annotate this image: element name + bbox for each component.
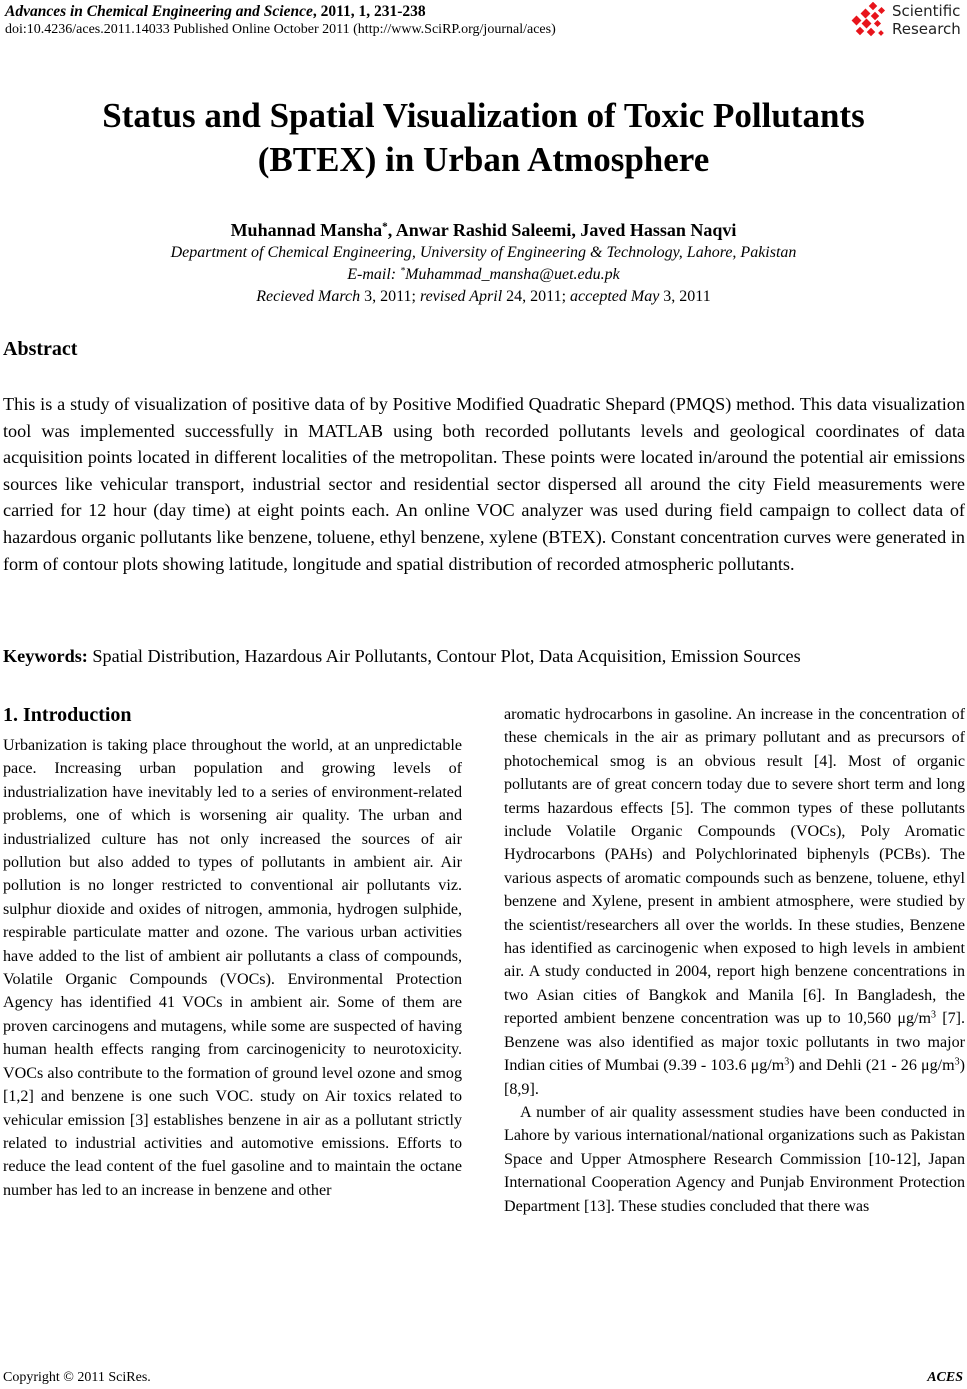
paper-title-line-2: (BTEX) in Urban Atmosphere — [257, 140, 710, 179]
corresponding-author-mark: * — [382, 220, 388, 233]
abstract-heading: Abstract — [3, 338, 78, 360]
email-line — [0, 265, 967, 285]
affiliation: Department of Chemical Engineering, University of Engineering & Technology, Lahore, Pakistan — [170, 244, 797, 261]
text-run: ) [8,9]. — [504, 1057, 965, 1098]
keywords-list: Spatial Distribution, Hazardous Air Pollutants, Contour Plot, Data Acquisition, Emission Sources — [87, 646, 801, 666]
logo-text — [892, 2, 961, 38]
submission-dates — [0, 287, 967, 307]
logo-line-research: Research — [892, 20, 961, 38]
email-label: E-mail: — [347, 266, 401, 283]
journal-name: Advances in Chemical Engineering and Science — [5, 3, 313, 20]
text-run: [7]. Benzene was also identified as major toxic pollutants in two major Indian cities of Mumbai (9.39 - 103.6 μg/m — [504, 1010, 965, 1075]
accepted-label: accepted May — [570, 288, 660, 305]
publisher-logo — [848, 2, 966, 40]
footer-copyright: Copyright © 2011 SciRes. — [3, 1370, 151, 1385]
received-date: 3, 2011; — [360, 288, 420, 305]
intro-paragraph-2: A number of air quality assessment studies have been conducted in Lahore by various international/national organizations such as Pakistan Space and Upper Atmosphere Research Commission [10-12], Japan International Cooperation Agency and Punjab Environment Protection Department [13]. These studies concluded that there was — [504, 1103, 965, 1215]
journal-citation — [5, 2, 426, 21]
body-column-right — [504, 703, 965, 1218]
keywords — [3, 644, 965, 668]
author-1: Muhannad Mansha — [230, 220, 383, 240]
logo-line-scientific: Scientific — [892, 2, 961, 20]
scientific-research-logo-icon — [848, 2, 890, 40]
abstract-text: This is a study of visualization of positive data of by Positive Modified Quadratic Shepard (PMQS) method. This data visualization tool was implemented successfully in MATLAB using both recorded pollutants levels and geological coordinates of data acquisition points located in different localities of the metropolitan. These points were located in/around the potential air emissions sources like vehicular transport, industrial sector and residential sector dispersed all around the city Field measurements were carried for 12 hour (day time) at eight points each. An online VOC analyzer was used during field campaign to collect data of hazardous organic pollutants like benzene, toluene, ethyl benzene, xylene (BTEX). Constant concentration curves were generated in form of contour plots showing latitude, longitude and spatial distribution of recorded atmospheric pollutants. — [3, 394, 965, 574]
superscript: 3 — [784, 1056, 790, 1068]
revised-date: 24, 2011; — [502, 288, 571, 305]
text-run: ) and Dehli (21 - 26 μg/m — [789, 1057, 955, 1075]
paper-title-line-1: Status and Spatial Visualization of Toxic Pollutants — [102, 96, 865, 135]
intro-paragraph-1-cont — [504, 703, 965, 1101]
body-column-left — [3, 734, 462, 1202]
received-label: Recieved March — [256, 288, 361, 305]
doi-line: doi:10.4236/aces.2011.14033 Published Online October 2011 (http://www.SciRP.org/journal/aces) — [5, 22, 556, 37]
email-mark: * — [400, 265, 406, 277]
revised-label: revised April — [419, 288, 503, 305]
co-authors: , Anwar Rashid Saleemi, Javed Hassan Naqvi — [387, 220, 737, 240]
accepted-date: 3, 2011 — [659, 288, 711, 305]
keywords-label: Keywords: — [3, 646, 88, 666]
journal-volume: , 2011, 1, 231-238 — [312, 3, 426, 20]
footer-journal-abbrev: ACES — [927, 1370, 963, 1385]
section-heading-introduction: 1. Introduction — [3, 704, 132, 726]
author-list — [0, 219, 967, 241]
text-run: aromatic hydrocarbons in gasoline. An increase in the concentration of these chemicals in the air as primary pollutant and as precursors of photochemical smog is an obvious result [4]. Most of organic pollutants are of great concern today due to severe short term and long terms hazardous effects [5]. The common types of these pollutants include Volatile Organic Compounds (VOCs), Poly Aromatic Hydrocarbons (PAHs) and Polychlorinated biphenyls (PCBs). The various aspects of aromatic compounds such as benzene, toluene, ethyl benzene and Xylene, present in ambient atmosphere, were studied by the scientist/researchers all over the worlds. In these studies, Benzene has identified as carcinogenic when exposed to high levels in ambient air. A study conducted in 2004, report high benzene concentrations in two Asian cities of Bangkok and Manila [6]. In Bangladesh, the reported ambient benzene concentration was up to 10,560 μg/m — [504, 706, 965, 1028]
intro-paragraph-1: Urbanization is taking place throughout the world, at an unpredictable pace. Increasing urban population and growing levels of industrialization have inevitably led to a series of environment-related problems, one of which is worsening air quality. The urban and industrialized culture has not only increased the sources of air pollution but also added to types of pollutants in ambient air. Air pollution is no longer restricted to conventional air pollutants viz. sulphur dioxide and oxides of nitrogen, ammonia, hydrogen sulphide, respirable particulate matter and ozone. The various urban activities have added to the list of ambient air pollutants a class of compounds, Volatile Organic Compounds (VOCs). Environmental Protection Agency has identified 41 VOCs in ambient air. Some of them are proven carcinogens and mutagens, while some are suspected of having human health effects ranging from carcinogenicity to neurotoxicity. VOCs also contribute to the formation of ground level ozone and smog [1,2] and benzene is one such VOC. study on Air toxics related to vehicular emission [3] establishes benzene in air as a pollutant strictly related to industrial activities and automotive emissions. Efforts to reduce the lead content of the fuel gasoline and to maintain the octane number has led to an increase in benzene and other — [3, 737, 462, 1199]
email-address[interactable]: Muhammad_mansha@uet.edu.pk — [405, 266, 620, 283]
superscript: 3 — [954, 1056, 960, 1068]
superscript: 3 — [931, 1009, 936, 1021]
paper-title — [0, 94, 967, 182]
